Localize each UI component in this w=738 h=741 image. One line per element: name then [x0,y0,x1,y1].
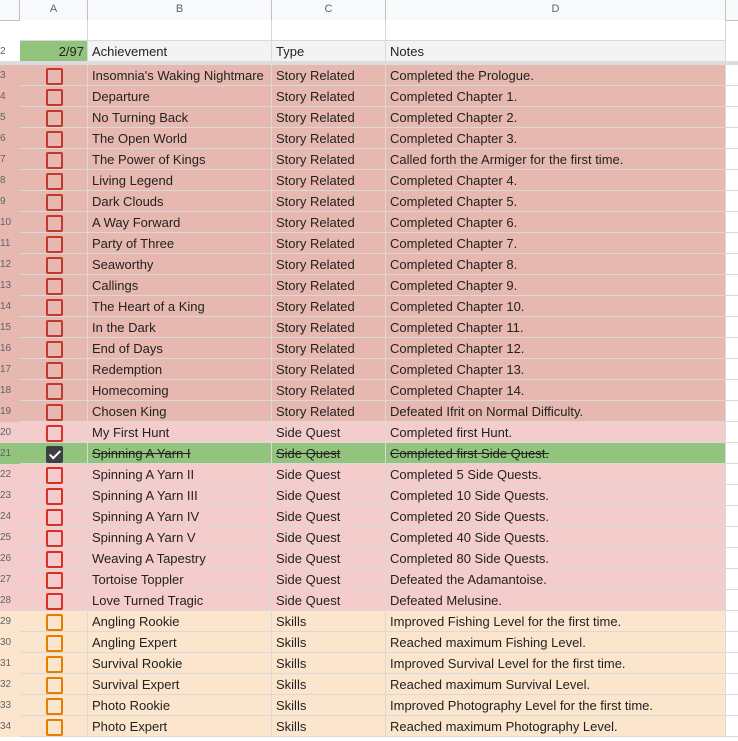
achievement-notes: Completed Chapter 5. [390,194,518,209]
achievement-type: Side Quest [276,488,341,503]
achievement-name: The Open World [92,131,188,146]
row-number[interactable]: 9 [0,196,6,207]
achievement-type: Story Related [276,383,355,398]
checkbox[interactable] [46,635,63,652]
row-number[interactable]: 19 [0,406,12,417]
checkbox[interactable] [46,278,63,295]
table-row [0,380,738,401]
cell[interactable] [726,212,738,233]
table-row [0,359,738,380]
achievement-notes: Completed the Prologue. [390,68,534,83]
cell[interactable] [726,254,738,275]
table-row [0,695,738,716]
row-number[interactable]: 23 [0,490,12,501]
checkbox-cell[interactable] [20,149,88,170]
row-number[interactable]: 12 [0,259,12,270]
row-number[interactable]: 25 [0,532,12,543]
table-row [0,443,738,464]
table-row [0,590,738,611]
achievement-name: Party of Three [92,236,175,251]
checkbox-cell[interactable] [20,128,88,149]
checkbox[interactable] [46,299,63,316]
achievement-name: Love Turned Tragic [92,593,204,608]
cell[interactable] [726,338,738,359]
achievement-notes: Completed 5 Side Quests. [390,467,542,482]
achievement-notes: Completed Chapter 4. [390,173,518,188]
checkbox-cell[interactable] [20,506,88,527]
checkbox-cell[interactable] [20,275,88,296]
table-row [0,569,738,590]
checkbox-cell[interactable] [20,674,88,695]
achievement-name: The Power of Kings [92,152,206,167]
achievement-notes: Completed Chapter 14. [390,383,525,398]
achievement-notes: Completed Chapter 6. [390,215,518,230]
achievement-type: Skills [276,656,307,671]
achievement-type: Story Related [276,131,355,146]
achievement-type: Skills [276,719,307,734]
achievement-notes: Defeated Melusine. [390,593,503,608]
checkbox[interactable] [46,131,63,148]
checkbox-cell[interactable] [20,590,88,611]
checkbox-cell[interactable] [20,86,88,107]
row-number[interactable]: 17 [0,364,12,375]
achievement-type: Side Quest [276,572,341,587]
table-row [0,548,738,569]
row-number[interactable]: 2 [0,46,6,57]
checkbox-cell[interactable] [20,65,88,86]
cell[interactable] [726,506,738,527]
checkbox[interactable] [46,530,63,547]
checkbox-cell[interactable] [20,380,88,401]
achievement-notes: Improved Photography Level for the first time. [390,698,654,713]
achievement-name: A Way Forward [92,215,181,230]
achievement-notes: Completed Chapter 13. [390,362,525,377]
checkbox-cell[interactable] [20,611,88,632]
achievement-notes: Completed first Side Quest. [390,446,549,461]
column-header-b[interactable]: B [88,0,272,20]
achievement-notes: Completed Chapter 8. [390,257,518,272]
checkbox-cell[interactable] [20,317,88,338]
cell[interactable] [20,20,88,41]
checkbox-cell[interactable] [20,443,88,464]
achievement-notes: Defeated the Adamantoise. [390,572,547,587]
table-row [0,317,738,338]
checkbox[interactable] [46,341,63,358]
checkbox[interactable] [46,698,63,715]
checkbox-cell[interactable] [20,233,88,254]
type-header[interactable]: Type [272,41,386,62]
table-row [0,170,738,191]
achievement-name: Callings [92,278,139,293]
row-number[interactable]: 3 [0,70,6,81]
achievement-name: No Turning Back [92,110,189,125]
achievement-type: Story Related [276,236,355,251]
achievement-type: Story Related [276,320,355,335]
checkbox-cell[interactable] [20,212,88,233]
row-number[interactable]: 11 [0,238,11,249]
checkbox-cell[interactable] [20,716,88,737]
row-number[interactable]: 13 [0,280,12,291]
achievement-type: Side Quest [276,530,341,545]
row-number[interactable]: 8 [0,175,6,186]
checkbox-cell[interactable] [20,653,88,674]
achievement-type: Side Quest [276,593,341,608]
row-number[interactable]: 21 [0,448,12,459]
achievement-notes: Completed 10 Side Quests. [390,488,549,503]
achievement-name: Photo Rookie [92,698,171,713]
achievement-notes: Reached maximum Survival Level. [390,677,591,692]
row-number[interactable]: 15 [0,322,12,333]
achievement-name: Redemption [92,362,163,377]
checkbox-cell[interactable] [20,359,88,380]
checkbox[interactable] [46,320,63,337]
cell[interactable] [726,128,738,149]
achievement-name: Living Legend [92,173,173,188]
row-number[interactable]: 26 [0,553,12,564]
checkbox[interactable] [46,110,63,127]
achievement-notes: Completed first Hunt. [390,425,513,440]
achievement-type: Story Related [276,215,355,230]
checkbox[interactable] [46,572,63,589]
table-row [0,107,738,128]
row-number[interactable]: 24 [0,511,12,522]
achievement-type: Side Quest [276,551,341,566]
achievement-type: Story Related [276,362,355,377]
achievement-header[interactable]: Achievement [88,41,272,62]
achievement-notes: Completed Chapter 11. [390,320,524,335]
table-row [0,296,738,317]
achievement-notes: Completed Chapter 2. [390,110,518,125]
achievement-notes: Reached maximum Photography Level. [390,719,618,734]
table-row [0,422,738,443]
cell[interactable] [726,380,738,401]
achievement-notes: Completed Chapter 7. [390,236,518,251]
checkbox-cell[interactable] [20,485,88,506]
achievement-name: Angling Expert [92,635,177,650]
checkbox[interactable] [46,404,63,421]
checkbox-cell[interactable] [20,632,88,653]
row-number[interactable]: 10 [0,217,12,228]
row-number[interactable]: 31 [0,658,12,669]
checkbox[interactable] [46,551,63,568]
cell[interactable] [726,695,738,716]
achievement-notes: Completed Chapter 12. [390,341,525,356]
achievement-type: Story Related [276,194,355,209]
checkbox-cell[interactable] [20,338,88,359]
table-row [0,149,738,170]
achievement-name: Angling Rookie [92,614,180,629]
table-row [0,65,738,86]
achievement-type: Story Related [276,299,355,314]
checkbox[interactable] [46,68,63,85]
row-number[interactable]: 29 [0,616,12,627]
checkbox-cell[interactable] [20,296,88,317]
achievement-notes: Completed Chapter 9. [390,278,518,293]
table-row [0,506,738,527]
achievement-name: End of Days [92,341,163,356]
table-row [0,86,738,107]
checkbox[interactable] [46,215,63,232]
achievement-name: Spinning A Yarn IV [92,509,200,524]
row-number[interactable]: 18 [0,385,12,396]
cell[interactable] [726,422,738,443]
checked-checkbox[interactable] [46,446,63,463]
cell[interactable] [726,296,738,317]
row-number[interactable]: 33 [0,700,12,711]
checkbox[interactable] [46,593,63,610]
cell[interactable] [386,20,726,41]
checkbox[interactable] [46,614,63,631]
checkbox[interactable] [46,488,63,505]
achievement-notes: Completed 80 Side Quests. [390,551,549,566]
column-header-a[interactable]: A [20,0,88,20]
checkbox-cell[interactable] [20,191,88,212]
checkbox-cell[interactable] [20,527,88,548]
checkbox-cell[interactable] [20,569,88,590]
cell[interactable] [726,611,738,632]
checkbox[interactable] [46,362,63,379]
cell[interactable] [726,317,738,338]
achievement-type: Side Quest [276,509,341,524]
cell[interactable] [726,716,738,737]
achievement-type: Story Related [276,152,355,167]
achievement-type: Skills [276,614,307,629]
row-number[interactable]: 14 [0,301,12,312]
cell[interactable] [726,527,738,548]
column-header-bar [0,0,738,21]
achievement-type: Story Related [276,173,355,188]
checkbox[interactable] [46,677,63,694]
row-number[interactable]: 22 [0,469,12,480]
achievement-type: Side Quest [276,467,341,482]
cell[interactable] [726,170,738,191]
column-header-c[interactable]: C [272,0,386,20]
achievement-type: Story Related [276,341,355,356]
table-row [0,611,738,632]
achievement-name: My First Hunt [92,425,170,440]
achievement-type: Story Related [276,89,355,104]
table-row [0,527,738,548]
row-number[interactable]: 20 [0,427,12,438]
achievement-name: Survival Rookie [92,656,183,671]
cell[interactable] [726,191,738,212]
achievement-type: Story Related [276,257,355,272]
checkbox[interactable] [46,89,63,106]
cell[interactable] [726,233,738,254]
row-number[interactable]: 16 [0,343,12,354]
checkbox[interactable] [46,425,63,442]
checkbox-cell[interactable] [20,401,88,422]
checkbox-cell[interactable] [20,107,88,128]
table-row [0,191,738,212]
progress-count[interactable]: 2/97 [20,41,88,62]
achievement-type: Side Quest [276,425,341,440]
cell[interactable] [726,569,738,590]
checkbox[interactable] [46,656,63,673]
checkbox-cell[interactable] [20,170,88,191]
table-row [0,674,738,695]
achievement-type: Skills [276,677,307,692]
cell[interactable] [88,20,272,41]
achievement-name: Weaving A Tapestry [92,551,206,566]
cell[interactable] [726,485,738,506]
empty-row [0,20,738,41]
table-row [0,212,738,233]
achievement-notes: Improved Fishing Level for the first time. [390,614,622,629]
achievement-notes: Completed 40 Side Quests. [390,530,549,545]
checkbox[interactable] [46,719,63,736]
achievement-name: Homecoming [92,383,169,398]
cell[interactable] [726,464,738,485]
table-row [0,401,738,422]
row-number[interactable]: 4 [0,91,6,102]
row-number[interactable]: 7 [0,154,6,165]
table-row [0,485,738,506]
cell[interactable] [726,86,738,107]
achievement-notes: Improved Survival Level for the first time. [390,656,626,671]
row-number[interactable]: 5 [0,112,6,123]
achievement-name: Chosen King [92,404,167,419]
achievement-notes: Defeated Ifrit on Normal Difficulty. [390,404,584,419]
column-header-d[interactable]: D [386,0,726,20]
row-number[interactable]: 32 [0,679,12,690]
achievement-notes: Called forth the Armiger for the first time. [390,152,624,167]
row-number[interactable]: 6 [0,133,6,144]
cell[interactable] [726,65,738,86]
checkbox[interactable] [46,194,63,211]
achievement-notes: Completed 20 Side Quests. [390,509,549,524]
checkbox-cell[interactable] [20,254,88,275]
checkbox[interactable] [46,173,63,190]
achievement-name: Spinning A Yarn II [92,467,195,482]
cell[interactable] [272,20,386,41]
checkbox[interactable] [46,257,63,274]
checkbox-cell[interactable] [20,422,88,443]
header-row [0,41,738,62]
table-row [0,275,738,296]
row-number[interactable]: 27 [0,574,12,585]
achievement-type: Story Related [276,278,355,293]
achievement-notes: Completed Chapter 1. [390,89,518,104]
corner-cell[interactable] [0,0,20,20]
achievement-name: In the Dark [92,320,156,335]
row-number[interactable]: 30 [0,637,12,648]
checkbox[interactable] [46,152,63,169]
cell[interactable] [726,590,738,611]
row-number[interactable]: 34 [0,721,12,732]
checkbox[interactable] [46,467,63,484]
achievement-notes: Completed Chapter 3. [390,131,518,146]
table-row [0,254,738,275]
achievement-notes: Reached maximum Fishing Level. [390,635,586,650]
achievement-name: The Heart of a King [92,299,205,314]
checkbox[interactable] [46,383,63,400]
table-row [0,632,738,653]
achievement-type: Skills [276,698,307,713]
table-row [0,716,738,737]
achievement-type: Story Related [276,110,355,125]
cell[interactable] [726,674,738,695]
notes-header[interactable]: Notes [386,41,726,62]
cell[interactable] [726,359,738,380]
achievement-name: Seaworthy [92,257,154,272]
checkbox[interactable] [46,236,63,253]
achievement-type: Side Quest [276,446,341,461]
achievement-name: Photo Expert [92,719,168,734]
checkbox-cell[interactable] [20,548,88,569]
checkbox-cell[interactable] [20,464,88,485]
achievement-type: Skills [276,635,307,650]
cell[interactable] [726,548,738,569]
cell[interactable] [726,401,738,422]
achievement-name: Departure [92,89,150,104]
table-row [0,464,738,485]
cell[interactable] [726,653,738,674]
table-row [0,653,738,674]
achievement-type: Story Related [276,68,355,83]
achievement-name: Insomnia's Waking Nightmare [92,68,264,83]
achievement-type: Story Related [276,404,355,419]
achievement-name: Survival Expert [92,677,180,692]
cell[interactable] [726,443,738,464]
checkbox-cell[interactable] [20,695,88,716]
row-number[interactable]: 28 [0,595,12,606]
table-row [0,338,738,359]
checkbox[interactable] [46,509,63,526]
achievement-name: Tortoise Toppler [92,572,184,587]
achievement-name: Spinning A Yarn V [92,530,196,545]
cell[interactable] [726,632,738,653]
table-row [0,128,738,149]
achievement-notes: Completed Chapter 10. [390,299,525,314]
cell[interactable] [726,275,738,296]
achievement-name: Spinning A Yarn I [92,446,191,461]
table-row [0,233,738,254]
achievement-name: Spinning A Yarn III [92,488,198,503]
cell[interactable] [726,149,738,170]
achievement-name: Dark Clouds [92,194,164,209]
cell[interactable] [726,107,738,128]
